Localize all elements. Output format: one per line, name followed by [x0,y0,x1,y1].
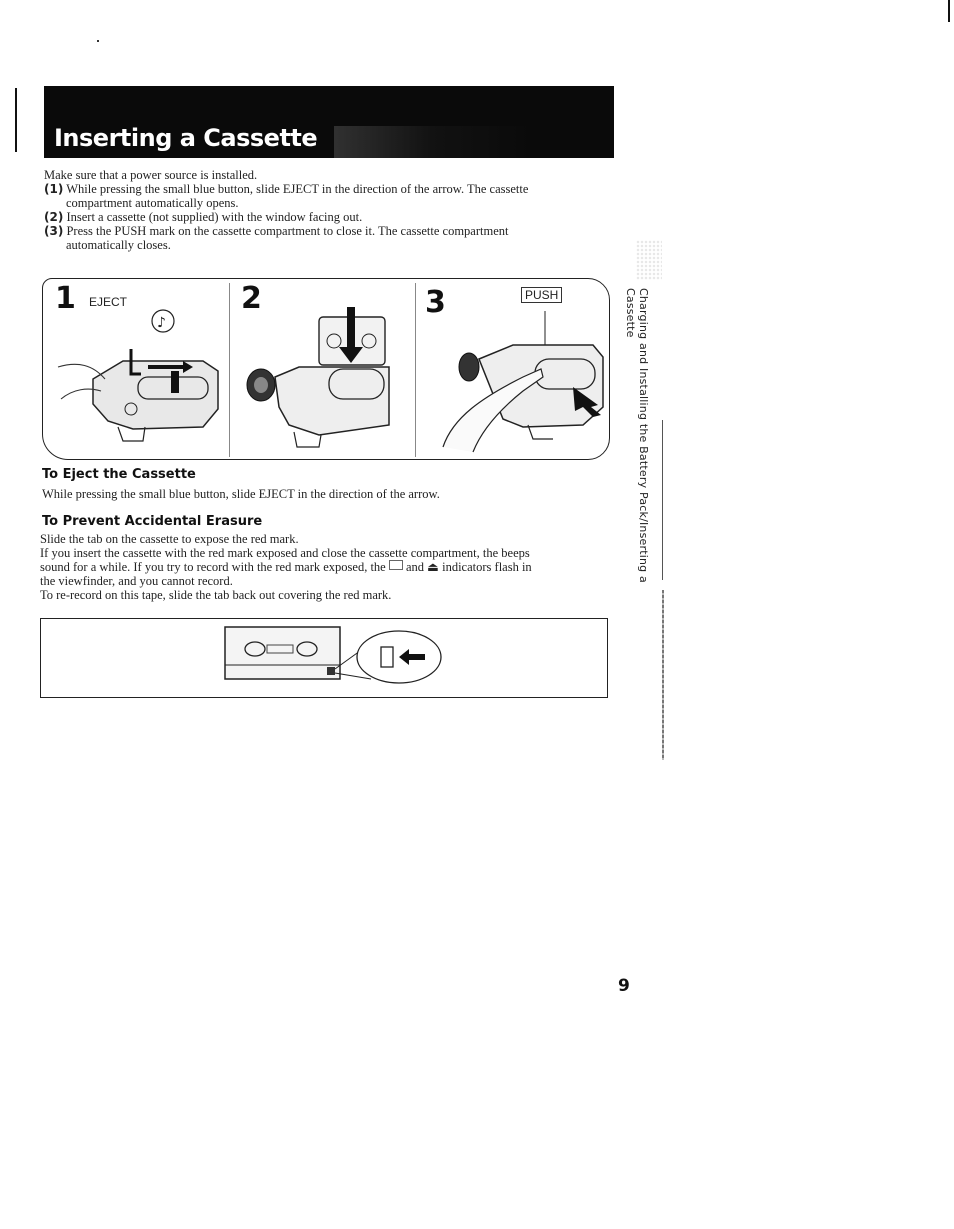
camcorder-eject-illustration [53,309,229,459]
panel-1-number: 1 [55,281,76,316]
erasure-heading: To Prevent Accidental Erasure [42,514,263,529]
page-number: 9 [618,976,630,996]
instructions [44,168,604,252]
svg-text:♪: ♪ [157,315,166,331]
side-rule [662,420,663,580]
scan-dot [97,40,99,42]
step-number: (3) [44,224,64,238]
step-number: (2) [44,210,64,224]
erasure-line: sound for a while. If you try to record with the red mark exposed, the and ⏏ indicators flash in [40,560,532,574]
push-close-illustration [423,307,609,457]
step-number: (1) [44,182,64,196]
step-text: Press the PUSH mark on the cassette compartment to close it. The cassette compartment [66,224,509,238]
eject-heading: To Eject the Cassette [42,467,196,482]
side-rule-dashed [662,590,664,760]
eject-text: While pressing the small blue button, slide EJECT in the direction of the arrow. [42,487,440,501]
panel-3-number: 3 [425,285,446,320]
side-tab-text: Charging and Installing the Battery Pack/Inserting a Cassette [624,288,650,583]
intro-text: Make sure that a power source is installed. [44,168,258,182]
step-2 [44,210,604,224]
step-1 [44,182,604,196]
illustration-frame [42,278,610,460]
panel-divider [415,283,416,457]
erasure-line: If you insert the cassette with the red mark exposed and close the cassette compartment, the beeps [40,546,530,560]
panel-divider [229,283,230,457]
erasure-line: the viewfinder, and you cannot record. [40,574,233,588]
tape-icon [389,560,403,570]
erasure-line: To re-record on this tape, slide the tab back out covering the red mark. [40,588,392,602]
edge-mark [948,0,950,22]
step-text-cont: automatically closes. [66,238,171,252]
margin-rule [15,88,17,152]
cassette-tab-figure [40,618,608,698]
erasure-text [40,532,606,602]
panel-2-number: 2 [241,281,262,316]
erasure-line: Slide the tab on the cassette to expose the red mark. [40,532,299,546]
step-text-cont: compartment automatically opens. [66,196,239,210]
scan-speckle [636,240,662,280]
eject-icon: ⏏ [427,560,439,574]
step-text: While pressing the small blue button, slide EJECT in the direction of the arrow. The cassette [66,182,529,196]
section-side-tab [612,282,648,612]
cassette-insert-illustration [239,307,415,457]
step-text: Insert a cassette (not supplied) with the window facing out. [66,210,363,224]
cassette-tab-illustration [223,623,463,695]
page-title: Inserting a Cassette [54,124,318,152]
step-3 [44,224,604,238]
push-label: PUSH [521,287,562,303]
title-bar [44,86,614,158]
eject-label: EJECT [89,295,128,309]
